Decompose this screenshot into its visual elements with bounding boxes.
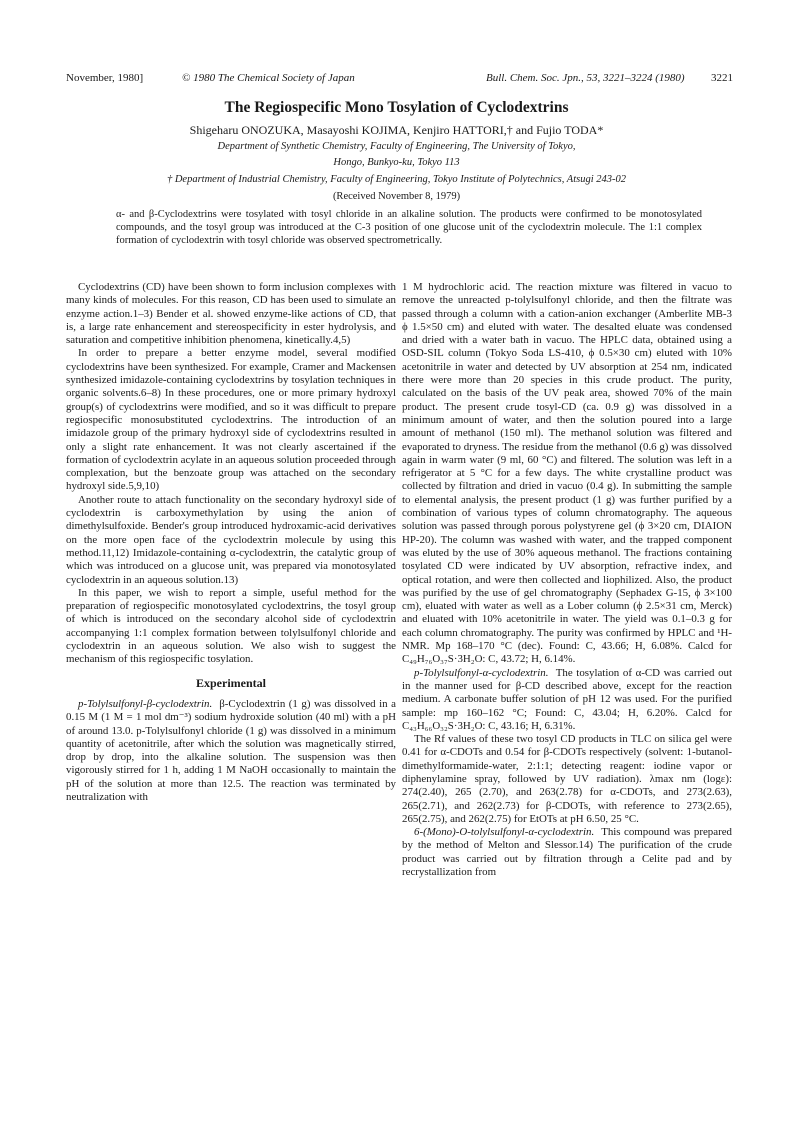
copyright-notice: © 1980 The Chemical Society of Japan — [182, 72, 355, 84]
abstract: α- and β-Cyclodextrins were tosylated with tosyl chloride in an alkaline solution. The products were confirmed to be monotosylated compounds, and the tosyl group was introduced at the C-3 position of one glucose unit of the cyclodextrin molecule. The 1:1 complex formation of cyclodextrin with tosyl chloride was observed spectrometrically. — [116, 209, 702, 247]
running-header — [66, 71, 733, 87]
intro-paragraph-3: Another route to attach functionality on the secondary hydroxyl side of cyclodextrin is carboxymethylation by using the anion of dimethylsulfoxide. Bender's group introduced hydroxamic-acid derivatives on the more open face of the cyclodextrin molecule by using this method.11,12) Imidazole-containing α-cyclodextrin, the catalytic group of which was introduced on a glucose unit, was prepared via monotosylated cyclodextrin in an aqueous solution.13) — [66, 493, 396, 586]
experimental-paragraph-1 — [66, 698, 396, 804]
affiliation-1: Department of Synthetic Chemistry, Faculty of Engineering, The University of Tokyo, — [217, 141, 576, 152]
section-heading-experimental: Experimental — [196, 675, 266, 690]
affiliation-1-address: Hongo, Bunkyo-ku, Tokyo 113 — [333, 157, 460, 168]
left-column — [66, 281, 396, 804]
run-in-heading: p-Tolylsulfonyl-α-cyclodextrin. — [414, 666, 549, 679]
intro-paragraph-4: In this paper, we wish to report a simple, useful method for the preparation of regiospecific monotosylated cyclodextrins, the tosyl group of which is introduced on the secondary alcohol side of cyclodextrin accompanying 1:1 complex formation between tolylsulfonyl chloride and cyclodextrin in an aqueous solution. We also wish to suggest the mechanism of this regiospecific tosylation. — [66, 586, 396, 666]
run-in-heading: p-Tolylsulfonyl-β-cyclodextrin. — [78, 697, 213, 710]
intro-paragraph-1: Cyclodextrins (CD) have been shown to form inclusion complexes with many kinds of molecules. For this reason, CD has been used to simulate an enzyme action.1–3) Bender et al. showed enzyme-like actions of CD, that is, a large rate enhancement and stereospecificity in ester hydrolysis, and saturation and competitive inhibition phenomena, kinetically.4,5) — [66, 281, 396, 347]
issue-date: November, 1980] — [66, 72, 144, 84]
intro-paragraph-2: In order to prepare a better enzyme model, several modified cyclodextrins have been synthesized. For example, Cramer and Mackensen synthesized imidazole-containing cyclodextrins by tosylation techniques in organic solvents.6–8) In these procedures, one or more primary hydroxyl group(s) of cyclodextrins were modified, and so it was difficult to prepare regiospecific monosubstituted cyclodextrins. The introduction of an imidazole group of the primary hydroxyl side of cyclodextrins resulted in only a slight rate enhancement. It was not clearly ascertained if the formation of cyclodextrin acylate in an aqueous solution proceeded through complexation, but the benzoate group was attached on the secondary hydroxyl side.5,9,10) — [66, 347, 396, 493]
mono-tosyl-text: This compound was prepared by the method of Melton and Slessor.14) The purification of the crude product was carried out by filtration through a Celite pad and by recrystallization from — [402, 826, 732, 879]
experimental-text: β-Cyclodextrin (1 g) was dissolved in a 0.15 M (1 M = 1 mol dm⁻³) sodium hydroxide solution (40 ml) with a pH of around 13.0. p-Tolylsulfonyl chloride (1 g) was dissolved in a minimum quantity of acetonitrile, after which the solution was magnetically stirred, drop by drop, into the alkaline solution. The suspension was then vigorously stirred for 1 h, adding 1 M NaOH occasionally to maintain the pH of the solution at more than 12.5. The reaction was terminated by neutralization with — [66, 697, 396, 803]
right-column — [402, 281, 732, 879]
paper-title: The Regiospecific Mono Tosylation of Cyclodextrins — [224, 99, 569, 116]
page-number: 3221 — [711, 72, 733, 84]
received-date: (Received November 8, 1979) — [332, 191, 461, 202]
journal-citation: Bull. Chem. Soc. Jpn., 53, 3221–3224 (1980) — [486, 72, 685, 84]
alpha-cd-text: The tosylation of α-CD was carried out in the manner used for β-CD described above, except for the reaction medium. A carbonate buffer solution of pH 12 was used. For the purified sample: mp 160–162 °C; Found: C, 43.04; H, 6.20%. Calcd for C₄₃H₆₆O₃₂S·3H₂O: C, 43.16; H, 6.31%. — [402, 666, 732, 732]
mono-tosyl-paragraph — [402, 826, 732, 879]
experimental-continued: 1 M hydrochloric acid. The reaction mixture was filtered in vacuo to remove the unreacted p-tolylsulfonyl chloride, and then the filtrate was passed through a column with a cation-anion exchanger (Amberlite MB-3 ϕ 1.5×50 cm) and eluted with water. The desalted eluate was condensed and dried with a water bath in vacuo. The HPLC data, obtained using a OSD-SIL column (Tokyo Soda LS-410, ϕ 0.5×30 cm) eluted with 10% acetonitrile in water and detected by UV absorption at 254 nm, indicated there were more than 20 species in this crude product. The purity, calculated on the basis of the UV peak area, showed 70% of the main product. The present crude tosyl-CD (ca. 0.9 g) was dissolved in a minimum amount of water, and then the solution poured into a large amount of methanol (150 ml). The methanol solution was filtered and evaporated to dryness. The residue from the methanol (0.6 g) was dissolved again in warm water (9 ml, 60 °C) and filtered. The solution was left in a refrigerator at 5 °C for a few days. The white crystalline product was collected by filtration and dried in vacuo (0.4 g). In submitting the sample to elemental analysis, the present product (1 g) was further purified by a combination of various types of column chromatography. The aqueous solution was passed through porous polystyrene gel (ϕ 3×20 cm, DIAION HP-20). The column was washed with water, and the trapped component was eluted by the use of 30% aqueous methanol. The fractions containing tosylated CD were indicated by UV absorption, refractive index, and optical rotation, and were then collected and liophilized. Also, the product was purified by the use of gel chromatography (Sephadex G-15, ϕ 3×100 cm), eluated with water as well as a Lober column (ϕ 2.5×31 cm, Merck) and eluated with 10% acetonitrile in water. The yield was 0.1–0.3 g for each column chromatography. The purity was confirmed by HPLC and ¹H-NMR. Mp 168–170 °C (dec). Found: C, 43.66; H, 6.08%. Calcd for C₄₉H₇₆O₃₇S·3H₂O: C, 43.72; H, 6.14%. — [402, 281, 732, 666]
run-in-heading: 6-(Mono)-O-tolylsulfonyl-α-cyclodextrin. — [414, 826, 595, 839]
alpha-cd-paragraph — [402, 667, 732, 733]
rf-values-paragraph: The Rf values of these two tosyl CD products in TLC on silica gel were 0.41 for α-CDOTs and 0.54 for β-CDOTs respectively (solvent: 1-butanol-dimethylformamide-water, 2:1:1; detecting reagent: iodine vapor or diphenylamine spray, followed by UV radiation). λmax nm (logε): 274(2.40), 265 (2.70), and 263(2.78) for α-CDOTs, and 273(2.63), 265(2.71), and 262(2.73) for β-CDOTs, with reference to 273(2.65), 265(2.75), and 262(2.75) for EtOTs at pH 6.50, 25 °C. — [402, 733, 732, 825]
author-list: Shigeharu ONOZUKA, Masayoshi KOJIMA, Kenjiro HATTORI,† and Fujio TODA* — [189, 123, 604, 137]
affiliation-2: † Department of Industrial Chemistry, Faculty of Engineering, Tokyo Institute of Polytechnics, Atsugi 243-02 — [166, 174, 627, 185]
